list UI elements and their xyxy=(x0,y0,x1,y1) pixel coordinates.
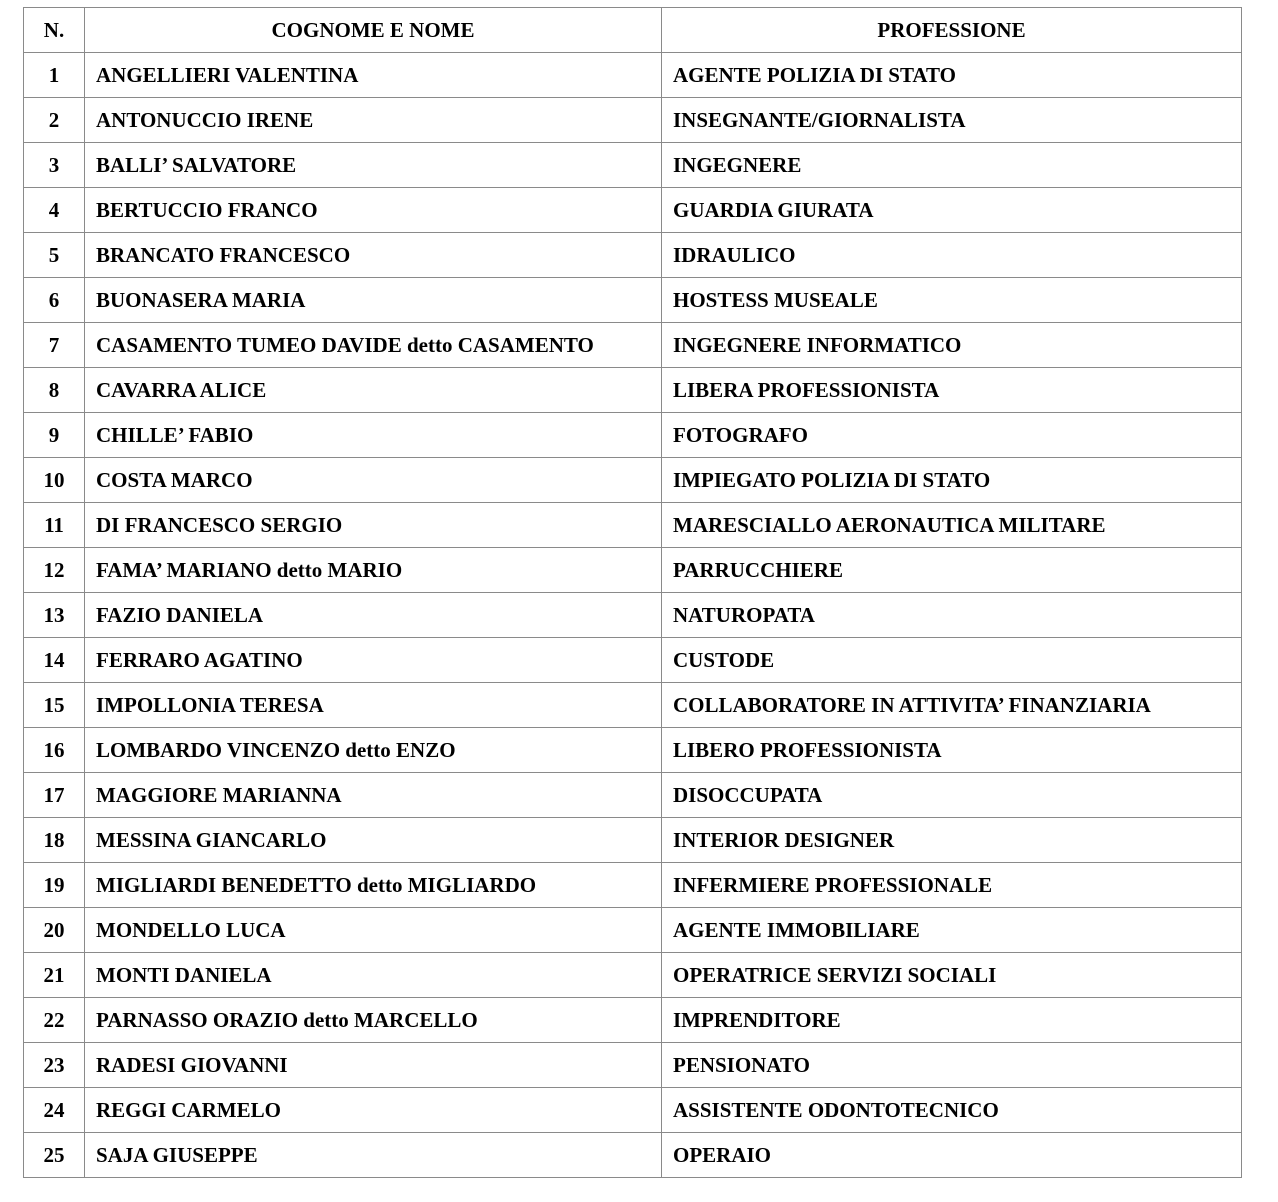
candidates-table xyxy=(23,7,1242,1178)
candidates-table-container xyxy=(23,7,1241,1178)
row-number: 3 xyxy=(24,143,85,188)
table-row xyxy=(24,548,1242,593)
table-row xyxy=(24,503,1242,548)
row-profession: INFERMIERE PROFESSIONALE xyxy=(662,863,1242,908)
row-name: FAMA’ MARIANO detto MARIO xyxy=(85,548,662,593)
row-number: 5 xyxy=(24,233,85,278)
table-row xyxy=(24,683,1242,728)
row-profession: OPERATRICE SERVIZI SOCIALI xyxy=(662,953,1242,998)
row-name: RADESI GIOVANNI xyxy=(85,1043,662,1088)
row-number: 4 xyxy=(24,188,85,233)
row-name: LOMBARDO VINCENZO detto ENZO xyxy=(85,728,662,773)
row-name: MIGLIARDI BENEDETTO detto MIGLIARDO xyxy=(85,863,662,908)
row-profession: PENSIONATO xyxy=(662,1043,1242,1088)
row-number: 6 xyxy=(24,278,85,323)
row-number: 11 xyxy=(24,503,85,548)
row-profession: MARESCIALLO AERONAUTICA MILITARE xyxy=(662,503,1242,548)
header-name: COGNOME E NOME xyxy=(85,8,662,53)
table-row xyxy=(24,953,1242,998)
table-row xyxy=(24,998,1242,1043)
row-number: 19 xyxy=(24,863,85,908)
row-name: FERRARO AGATINO xyxy=(85,638,662,683)
row-profession: INGEGNERE xyxy=(662,143,1242,188)
row-number: 21 xyxy=(24,953,85,998)
row-profession: INTERIOR DESIGNER xyxy=(662,818,1242,863)
row-profession: IDRAULICO xyxy=(662,233,1242,278)
row-name: REGGI CARMELO xyxy=(85,1088,662,1133)
row-name: MESSINA GIANCARLO xyxy=(85,818,662,863)
row-name: CASAMENTO TUMEO DAVIDE detto CASAMENTO xyxy=(85,323,662,368)
table-row xyxy=(24,233,1242,278)
row-name: BRANCATO FRANCESCO xyxy=(85,233,662,278)
table-row xyxy=(24,908,1242,953)
row-number: 10 xyxy=(24,458,85,503)
row-number: 20 xyxy=(24,908,85,953)
table-header xyxy=(24,8,1242,53)
row-name: BALLI’ SALVATORE xyxy=(85,143,662,188)
row-profession: NATUROPATA xyxy=(662,593,1242,638)
header-num: N. xyxy=(24,8,85,53)
row-profession: LIBERO PROFESSIONISTA xyxy=(662,728,1242,773)
table-row xyxy=(24,323,1242,368)
header-row xyxy=(24,8,1242,53)
row-profession: FOTOGRAFO xyxy=(662,413,1242,458)
row-name: ANTONUCCIO IRENE xyxy=(85,98,662,143)
row-number: 12 xyxy=(24,548,85,593)
row-number: 25 xyxy=(24,1133,85,1178)
row-profession: PARRUCCHIERE xyxy=(662,548,1242,593)
table-row xyxy=(24,458,1242,503)
row-profession: AGENTE POLIZIA DI STATO xyxy=(662,53,1242,98)
row-name: COSTA MARCO xyxy=(85,458,662,503)
table-row xyxy=(24,98,1242,143)
table-row xyxy=(24,143,1242,188)
row-number: 9 xyxy=(24,413,85,458)
row-name: CAVARRA ALICE xyxy=(85,368,662,413)
row-number: 1 xyxy=(24,53,85,98)
table-row xyxy=(24,1088,1242,1133)
row-profession: AGENTE IMMOBILIARE xyxy=(662,908,1242,953)
row-profession: COLLABORATORE IN ATTIVITA’ FINANZIARIA xyxy=(662,683,1242,728)
row-number: 17 xyxy=(24,773,85,818)
row-profession: IMPRENDITORE xyxy=(662,998,1242,1043)
table-row xyxy=(24,1043,1242,1088)
row-name: SAJA GIUSEPPE xyxy=(85,1133,662,1178)
row-number: 22 xyxy=(24,998,85,1043)
row-name: CHILLE’ FABIO xyxy=(85,413,662,458)
row-number: 24 xyxy=(24,1088,85,1133)
header-profession: PROFESSIONE xyxy=(662,8,1242,53)
row-name: BUONASERA MARIA xyxy=(85,278,662,323)
table-row xyxy=(24,188,1242,233)
table-row xyxy=(24,368,1242,413)
row-profession: GUARDIA GIURATA xyxy=(662,188,1242,233)
row-name: BERTUCCIO FRANCO xyxy=(85,188,662,233)
table-row xyxy=(24,53,1242,98)
row-number: 23 xyxy=(24,1043,85,1088)
row-profession: LIBERA PROFESSIONISTA xyxy=(662,368,1242,413)
row-profession: CUSTODE xyxy=(662,638,1242,683)
row-number: 8 xyxy=(24,368,85,413)
row-number: 15 xyxy=(24,683,85,728)
table-row xyxy=(24,1133,1242,1178)
table-row xyxy=(24,818,1242,863)
row-number: 18 xyxy=(24,818,85,863)
table-row xyxy=(24,413,1242,458)
row-number: 13 xyxy=(24,593,85,638)
table-row xyxy=(24,728,1242,773)
table-row xyxy=(24,278,1242,323)
row-profession: INGEGNERE INFORMATICO xyxy=(662,323,1242,368)
table-row xyxy=(24,773,1242,818)
row-name: FAZIO DANIELA xyxy=(85,593,662,638)
row-number: 7 xyxy=(24,323,85,368)
row-profession: HOSTESS MUSEALE xyxy=(662,278,1242,323)
row-profession: ASSISTENTE ODONTOTECNICO xyxy=(662,1088,1242,1133)
row-number: 2 xyxy=(24,98,85,143)
row-profession: IMPIEGATO POLIZIA DI STATO xyxy=(662,458,1242,503)
row-number: 14 xyxy=(24,638,85,683)
row-name: MONDELLO LUCA xyxy=(85,908,662,953)
table-body xyxy=(24,53,1242,1178)
row-name: DI FRANCESCO SERGIO xyxy=(85,503,662,548)
row-number: 16 xyxy=(24,728,85,773)
table-row xyxy=(24,593,1242,638)
row-name: IMPOLLONIA TERESA xyxy=(85,683,662,728)
row-name: MONTI DANIELA xyxy=(85,953,662,998)
row-name: MAGGIORE MARIANNA xyxy=(85,773,662,818)
row-profession: DISOCCUPATA xyxy=(662,773,1242,818)
row-name: PARNASSO ORAZIO detto MARCELLO xyxy=(85,998,662,1043)
table-row xyxy=(24,863,1242,908)
table-row xyxy=(24,638,1242,683)
row-profession: OPERAIO xyxy=(662,1133,1242,1178)
row-name: ANGELLIERI VALENTINA xyxy=(85,53,662,98)
row-profession: INSEGNANTE/GIORNALISTA xyxy=(662,98,1242,143)
